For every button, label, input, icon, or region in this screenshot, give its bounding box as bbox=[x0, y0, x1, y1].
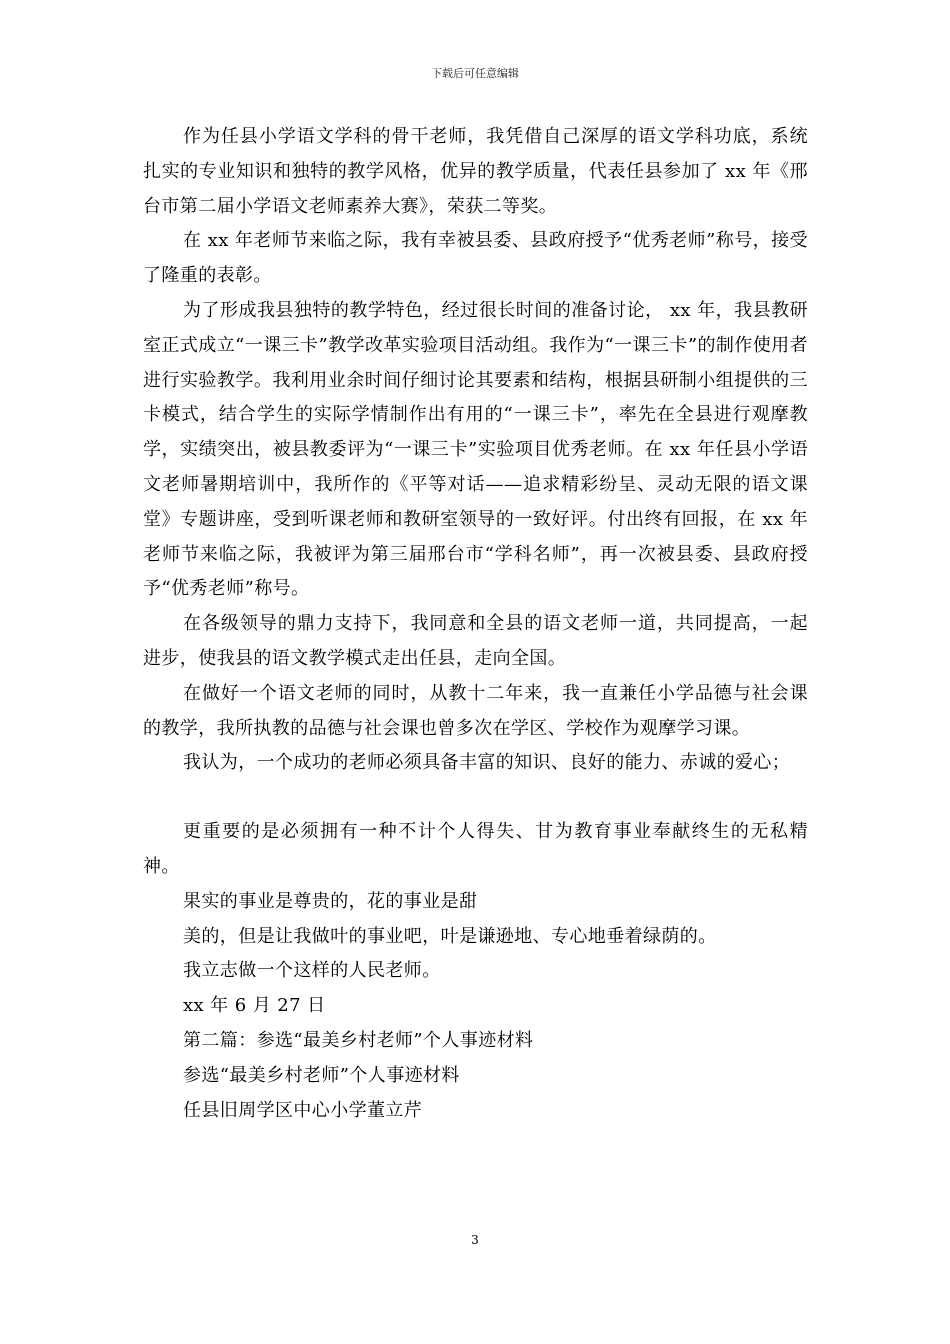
paragraph-one-lesson-three-cards: 为了形成我县独特的教学特色，经过很长时间的准备讨论， xx 年，我县教研室正式成立“一课三卡”教学改革实验项目活动组。我作为“一课三卡”的制作使用者进行实验教学。我利用业余时间仔细讨论其要素和结构，根据县研制小组提供的三卡模式，结合学生的实际学情制作出有用的“一课三卡”，率先在全县进行观摩教学，实绩突出，被县教委评为“一课三卡”实验项目优秀老师。在 xx 年任县小学语文老师暑期培训中，我所作的《平等对话——追求精彩纷呈、灵动无限的语文课堂》专题讲座，受到听课老师和教研室领导的一致好评。付出终有回报，在 xx 年老师节来临之际，我被评为第三届邢台市“学科名师”，再一次被县委、县政府授予“优秀老师”称号。 bbox=[143, 299, 808, 600]
paragraph-successful-teacher: 我认为，一个成功的老师必须具备丰富的知识、良好的能力、赤诚的爱心； bbox=[183, 752, 791, 774]
date-line: xx 年 6 月 27 日 bbox=[183, 995, 326, 1017]
article-title: 参选“最美乡村老师”个人事迹材料 bbox=[183, 1064, 460, 1086]
paragraph-selfless-spirit: 更重要的是必须拥有一种不计个人得失、甘为教育事业奉献终生的无私精神。 bbox=[143, 821, 808, 877]
paragraph-aspiration: 我立志做一个这样的人民老师。 bbox=[183, 960, 441, 982]
page-header: 下载后可任意编辑 bbox=[431, 67, 519, 80]
paragraph-leaf-quote: 美的，但是让我做叶的事业吧，叶是谦逊地、专心地垂着绿荫的。 bbox=[183, 925, 717, 947]
paragraph-fruit-flower-quote: 果实的事业是尊贵的，花的事业是甜 bbox=[183, 890, 478, 912]
author-line: 任县旧周学区中心小学董立芹 bbox=[183, 1099, 423, 1121]
page-number: 3 bbox=[471, 1233, 479, 1247]
paragraph-competition-award: 作为任县小学语文学科的骨干老师，我凭借自己深厚的语文学科功底，系统扎实的专业知识和独特的教学风格，优异的教学质量，代表任县参加了 xx 年《邢台市第二届小学语文老师素养大赛》，荣获二等奖。 bbox=[143, 126, 808, 217]
document-body bbox=[143, 120, 808, 1128]
paragraph-teacher-day-honor: 在 xx 年老师节来临之际，我有幸被县委、县政府授予“优秀老师”称号，接受了隆重的表彰。 bbox=[143, 230, 808, 287]
section-heading-second-article: 第二篇：参选“最美乡村老师”个人事迹材料 bbox=[183, 1029, 534, 1051]
paragraph-moral-society-course: 在做好一个语文老师的同时，从教十二年来，我一直兼任小学品德与社会课的教学，我所执教的品德与社会课也曾多次在学区、学校作为观摩学习课。 bbox=[143, 682, 808, 739]
paragraph-leadership-support: 在各级领导的鼎力支持下，我同意和全县的语文老师一道，共同提高，一起进步，使我县的语文教学模式走出任县，走向全国。 bbox=[143, 613, 808, 669]
